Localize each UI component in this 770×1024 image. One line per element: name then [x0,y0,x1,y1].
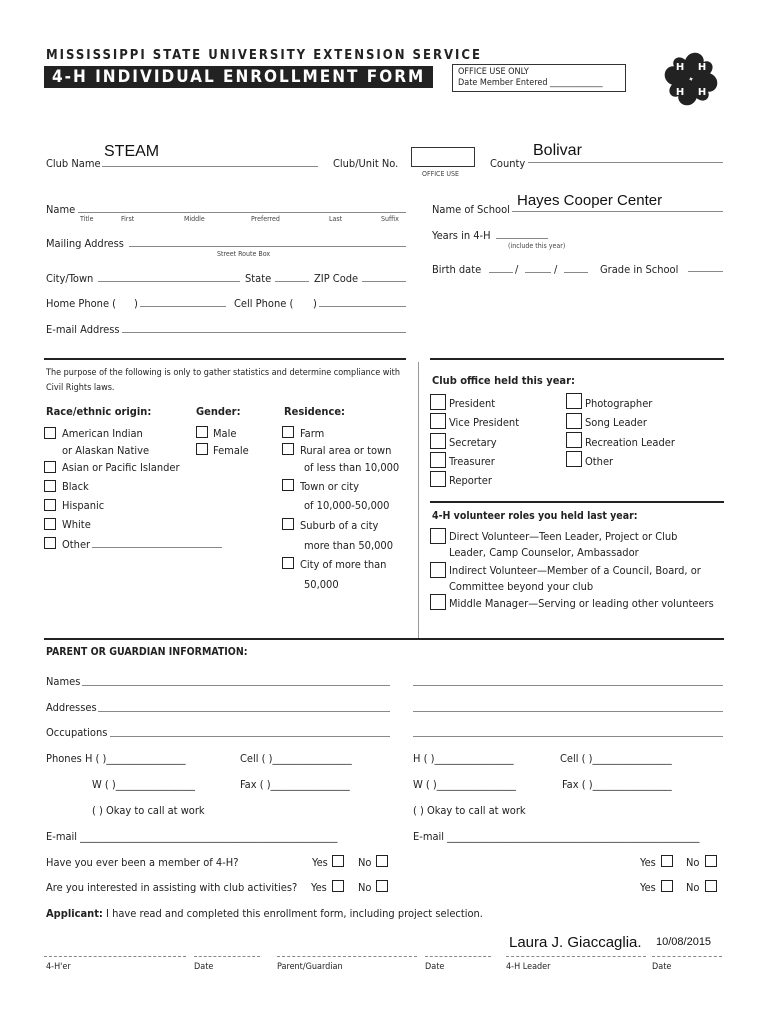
birth-slash: / [554,263,558,276]
fax-right[interactable]: Fax ( )________________ [562,778,672,791]
office-option: Treasurer [449,455,495,468]
office-recreation-leader-checkbox[interactable] [566,432,582,448]
residence-option: Rural area or town [300,444,392,457]
name-label: Name [46,203,76,216]
phones-home-left[interactable]: Phones H ( )________________ [46,752,186,765]
q2-no-checkbox-right[interactable] [705,880,717,892]
county-line [528,162,723,163]
race-option: or Alaskan Native [62,444,150,457]
residence-option: City of more than [300,558,387,571]
grade-label: Grade in School [600,263,679,276]
birth-date-label: Birth date [432,263,482,276]
home-right[interactable]: H ( )________________ [413,752,514,765]
gender-option: Male [213,427,237,440]
university-name: MISSISSIPPI STATE UNIVERSITY EXTENSION SERVICE [46,48,482,63]
okay-work-left[interactable]: ( ) Okay to call at work [92,804,205,817]
birth-month-line[interactable] [489,272,513,273]
residence-town-checkbox[interactable] [282,479,294,491]
race-american-indian-checkbox[interactable] [44,427,56,439]
residence-option: Farm [300,427,325,440]
office-vice-president-checkbox[interactable] [430,413,446,429]
logo-letter: H [697,87,707,98]
yes-label: Yes [640,881,656,894]
cell-left[interactable]: Cell ( )________________ [240,752,352,765]
email-address-line[interactable] [122,332,406,333]
race-option: Asian or Pacific Islander [62,461,180,474]
mailing-address-line[interactable] [129,246,406,247]
no-label: No [686,856,700,869]
cell-phone-close: ) [313,297,317,310]
residence-option: Suburb of a city [300,519,379,532]
name-part-middle: Middle [184,215,205,223]
volunteer-direct-checkbox[interactable] [430,528,446,544]
state-line[interactable] [275,281,309,282]
occupations-line-left[interactable] [110,736,390,737]
office-option: Other [585,455,614,468]
gender-female-checkbox[interactable] [196,443,208,455]
residence-city-checkbox[interactable] [282,557,294,569]
volunteer-text: Committee beyond your club [449,580,594,593]
volunteer-heading: 4-H volunteer roles you held last year: [432,510,638,522]
race-option: American Indian [62,427,143,440]
signature-line[interactable] [425,956,491,957]
office-use-note: OFFICE USE [422,170,460,178]
county-value[interactable]: Bolivar [533,142,582,159]
residence-farm-checkbox[interactable] [282,426,294,438]
race-asian-checkbox[interactable] [44,461,56,473]
no-label: No [358,856,372,869]
residence-option: 50,000 [304,578,339,591]
zip-label: ZIP Code [314,272,359,285]
volunteer-text: Middle Manager—Serving or leading other volunteers [449,597,714,610]
state-label: State [245,272,272,285]
residence-heading: Residence: [284,405,345,418]
yes-label: Yes [311,881,327,894]
home-phone-close: ) [134,297,138,310]
q1-no-checkbox[interactable] [376,855,388,867]
office-option: Photographer [585,397,653,410]
residence-rural-checkbox[interactable] [282,443,294,455]
gender-male-checkbox[interactable] [196,426,208,438]
email-left[interactable]: E-mail ____________________________________________________ [46,830,338,843]
purpose-text-line1: The purpose of the following is only to gather statistics and determine compliance with [46,368,400,378]
question-member: Have you ever been a member of 4-H? [46,856,239,869]
clover-logo-icon [660,48,722,110]
residence-suburb-checkbox[interactable] [282,518,294,530]
school-value[interactable]: Hayes Cooper Center [517,192,663,209]
section-divider [44,638,724,640]
yes-label: Yes [312,856,328,869]
q2-yes-checkbox-right[interactable] [661,880,673,892]
signature-label-date: Date [652,962,672,972]
office-option: President [449,397,496,410]
email-right[interactable]: E-mail ___________________________________________________ [413,830,700,843]
race-option: Other [62,538,91,551]
addresses-label: Addresses [46,701,97,714]
office-photographer-checkbox[interactable] [566,393,582,409]
applicant-statement [46,907,483,920]
birth-year-line[interactable] [564,272,588,273]
signature-label-leader: 4-H Leader [506,962,551,972]
signature-line[interactable] [44,956,186,957]
office-option: Vice President [449,416,520,429]
name-part-suffix: Suffix [381,215,399,223]
office-secretary-checkbox[interactable] [430,433,446,449]
office-reporter-checkbox[interactable] [430,471,446,487]
school-line [512,211,723,212]
zip-line[interactable] [362,281,406,282]
office-other-checkbox[interactable] [566,451,582,467]
gender-option: Female [213,444,249,457]
q1-yes-checkbox-right[interactable] [661,855,673,867]
date-member-entered: Date Member Entered _____________ [458,78,603,88]
race-other-line[interactable] [92,547,222,548]
section-divider [430,501,724,503]
volunteer-text: Indirect Volunteer—Member of a Council, Board, or [449,564,701,577]
birth-slash: / [515,263,519,276]
work-left[interactable]: W ( )________________ [92,778,195,791]
section-divider [44,358,406,360]
residence-option: of less than 10,000 [304,461,400,474]
race-hispanic-checkbox[interactable] [44,499,56,511]
logo-letter: H [675,62,685,73]
names-line-right[interactable] [413,685,723,686]
office-treasurer-checkbox[interactable] [430,452,446,468]
signature-line[interactable] [277,956,417,957]
occupations-line-right[interactable] [413,736,723,737]
office-option: Secretary [449,436,497,449]
no-label: No [686,881,700,894]
office-president-checkbox[interactable] [430,394,446,410]
club-name-line [102,166,318,167]
home-phone-label: Home Phone ( [46,297,117,310]
addresses-line-right[interactable] [413,711,723,712]
race-white-checkbox[interactable] [44,518,56,530]
office-use-box [452,64,626,92]
signature-line[interactable] [506,956,646,957]
volunteer-text: Direct Volunteer—Teen Leader, Project or Club [449,530,678,543]
street-route-box-note: Street Route Box [217,250,271,258]
signature-label-parent: Parent/Guardian [277,962,343,972]
volunteer-middle-manager-checkbox[interactable] [430,594,446,610]
q1-no-checkbox-right[interactable] [705,855,717,867]
race-other-checkbox[interactable] [44,537,56,549]
mailing-address-label: Mailing Address [46,237,124,250]
addresses-line-left[interactable] [98,711,390,712]
residence-option: Town or city [300,480,359,493]
race-option: Black [62,480,89,493]
club-office-heading: Club office held this year: [432,374,575,387]
race-option: Hispanic [62,499,105,512]
years-line[interactable] [496,238,548,239]
logo-letter: H [697,62,707,73]
residence-option: more than 50,000 [304,539,393,552]
home-phone-line[interactable] [140,306,226,307]
birth-day-line[interactable] [525,272,551,273]
no-label: No [358,881,372,894]
years-label: Years in 4-H [432,229,491,242]
name-part-title: Title [80,215,94,223]
column-divider [418,362,419,638]
work-right[interactable]: W ( )________________ [413,778,516,791]
parent-heading: PARENT OR GUARDIAN INFORMATION: [46,646,248,658]
name-part-first: First [121,215,135,223]
city-line[interactable] [98,281,240,282]
grade-line[interactable] [688,271,723,272]
fax-left[interactable]: Fax ( )________________ [240,778,350,791]
office-option: Song Leader [585,416,647,429]
signature-label-4her: 4-H'er [46,962,71,972]
names-line-left[interactable] [82,685,390,686]
race-option: White [62,518,91,531]
email-address-label: E-mail Address [46,323,120,336]
city-label: City/Town [46,272,94,285]
years-note: (include this year) [508,242,566,250]
logo-letter: H [675,87,685,98]
office-use-label: OFFICE USE ONLY [458,67,529,77]
cell-right[interactable]: Cell ( )________________ [560,752,672,765]
yes-label: Yes [640,856,656,869]
purpose-text-line2: Civil Rights laws. [46,383,115,393]
volunteer-text: Leader, Camp Counselor, Ambassador [449,546,639,559]
section-divider [430,358,724,360]
club-name-value[interactable]: STEAM [104,143,160,160]
race-heading: Race/ethnic origin: [46,405,152,418]
club-unit-box[interactable] [411,147,475,167]
club-unit-label: Club/Unit No. [333,157,399,170]
question-assist: Are you interested in assisting with club activities? [46,881,298,894]
county-label: County [490,157,526,170]
signature-line[interactable] [652,956,722,957]
okay-work-right[interactable]: ( ) Okay to call at work [413,804,526,817]
leader-date: 10/08/2015 [656,936,712,948]
cell-phone-label: Cell Phone ( [234,297,294,310]
applicant-text: I have read and completed this enrollment form, including project selection. [102,907,483,920]
q2-no-checkbox[interactable] [376,880,388,892]
names-label: Names [46,675,81,688]
leader-signature: Laura J. Giaccaglia. [509,934,642,951]
office-option: Reporter [449,474,492,487]
q2-yes-checkbox[interactable] [332,880,344,892]
occupations-label: Occupations [46,726,108,739]
signature-line[interactable] [194,956,260,957]
applicant-bold: Applicant: [46,907,103,920]
club-name-label: Club Name [46,157,101,170]
cell-phone-line[interactable] [319,306,406,307]
school-label: Name of School [432,203,510,216]
name-part-last: Last [329,215,343,223]
office-song-leader-checkbox[interactable] [566,413,582,429]
volunteer-indirect-checkbox[interactable] [430,562,446,578]
signature-label-date: Date [425,962,445,972]
race-black-checkbox[interactable] [44,480,56,492]
office-option: Recreation Leader [585,436,675,449]
q1-yes-checkbox[interactable] [332,855,344,867]
name-line[interactable] [78,212,406,213]
gender-heading: Gender: [196,405,241,418]
residence-option: of 10,000-50,000 [304,499,390,512]
name-part-preferred: Preferred [251,215,280,223]
form-title: 4-H INDIVIDUAL ENROLLMENT FORM [44,66,433,88]
signature-label-date: Date [194,962,214,972]
